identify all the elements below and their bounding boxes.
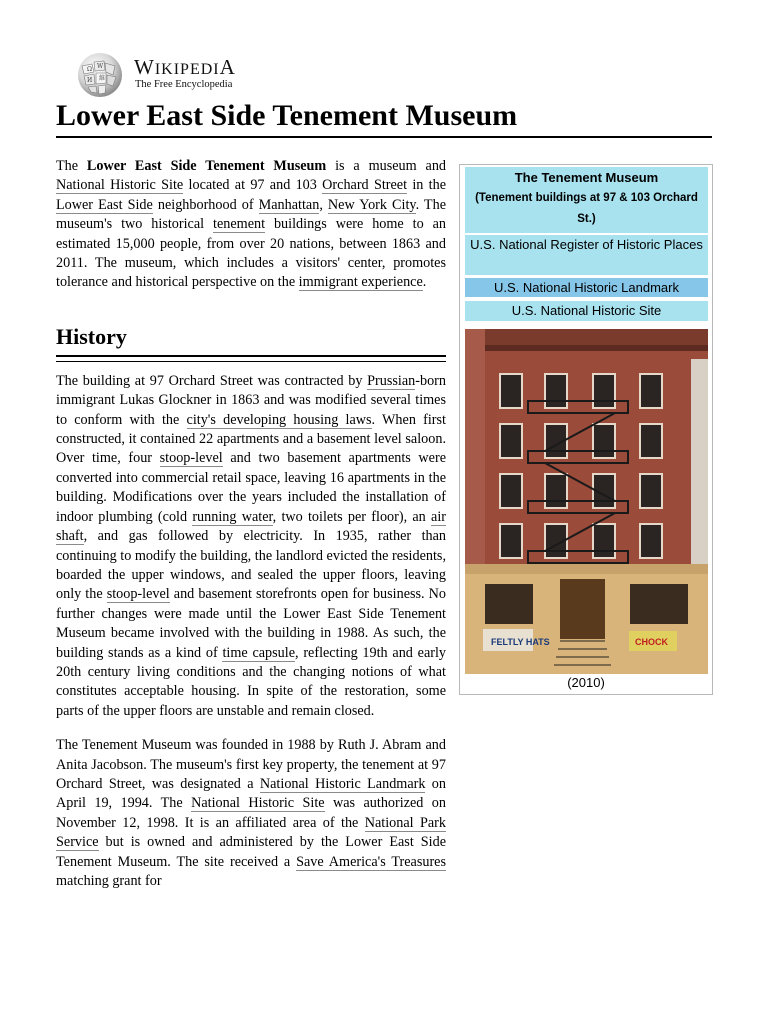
infobox-landmark-link[interactable]: U.S. National Historic Landmark xyxy=(465,278,708,297)
section-divider xyxy=(56,355,446,362)
wikipedia-logo[interactable] xyxy=(74,52,274,96)
infobox xyxy=(459,164,713,695)
history-paragraph-1: The building at 97 Orchard Street was contracted by Prussian-born immigrant Lukas Glockner in 1863 and was modified several times to conform with the city's developing housing laws. When first constructed, it contained 22 apartments and a basement level saloon. Over time, four stoop-level and two basement apartments were converted into commercial retail space, leaving 16 apartments in the building. Modifications over the years included the installation of indoor plumbing (cold running water, two toilets per floor), an air shaft, and gas followed by electricity. In 1935, rather than continuing to modify the building, the landlord evicted the residents, boarded the upper windows, and sealed the upper floors, leaving only the stoop-level and basement storefronts open for business. No further changes were made until the Lower East Side Tenement Museum became involved with the building in 1988. As such, the building stands as a kind of time capsule, reflecting 19th and early 20th century living conditions and the changing notions of what constitutes acceptable housing. In spite of the restoration, some parts of the upper floors are unstable and remain closed. xyxy=(56,372,447,719)
wiki-link[interactable]: New York City xyxy=(327,196,416,213)
wiki-link[interactable]: stoop-level xyxy=(159,450,223,467)
wiki-link[interactable]: air shaft xyxy=(56,508,446,545)
article-body xyxy=(56,157,446,906)
wiki-link[interactable]: National Historic Landmark xyxy=(259,775,426,792)
wiki-link[interactable]: National Historic Site xyxy=(56,177,184,194)
wiki-link[interactable]: city's developing housing laws xyxy=(186,411,372,428)
wiki-link[interactable]: National Park Service xyxy=(56,814,446,851)
photo-caption: (2010) xyxy=(567,675,605,690)
page-title: Lower East Side Tenement Museum xyxy=(56,99,518,132)
infobox-header xyxy=(465,167,708,233)
tenement-building-photo[interactable] xyxy=(465,329,708,674)
intro-paragraph: The Lower East Side Tenement Museum is a museum and National Historic Site located at 97 and 103 Orchard Street in the Lower East Side neighborhood of Manhattan, New York City. The museum's two historical tenement buildings were home to an estimated 15,000 people, from over 20 nations, between 1863 and 2011. The museum, which includes a visitors' center, promotes tolerance and historical perspective on the immigrant experience. xyxy=(56,158,447,291)
history-paragraph-2: The Tenement Museum was founded in 1988 by Ruth J. Abram and Anita Jacobson. The museum's first key property, the tenement at 97 Orchard Street, was designated a National Historic Landmark on April 19, 1994. The National Historic Site was authorized on November 12, 1998. It is an affiliated area of the National Park Service but is owned and administered by the Lower East Side Tenement Museum. The site received a Save America's Treasures matching grant for xyxy=(56,737,446,889)
svg-text:W: W xyxy=(97,63,104,70)
wikipedia-tagline: The Free Encyclopedia xyxy=(135,79,233,90)
wiki-link[interactable]: Orchard Street xyxy=(322,177,408,194)
wiki-link[interactable]: Prussian xyxy=(367,372,416,389)
photo-sign-right: CHOCK xyxy=(635,637,668,647)
wiki-link[interactable]: Lower East Side xyxy=(56,196,153,213)
infobox-title: The Tenement Museum xyxy=(514,170,659,185)
wiki-link[interactable]: Save America's Treasures xyxy=(296,853,446,870)
infobox-historic-site-link[interactable]: U.S. National Historic Site xyxy=(465,301,708,321)
wiki-link[interactable]: running water xyxy=(192,508,273,525)
wiki-link[interactable]: tenement xyxy=(213,216,266,233)
svg-text:Ω: Ω xyxy=(87,66,92,73)
wiki-link[interactable]: National Historic Site xyxy=(191,795,325,812)
wiki-link[interactable]: Manhattan xyxy=(258,196,320,213)
wiki-link[interactable]: stoop-level xyxy=(106,586,170,603)
wiki-link[interactable]: immigrant experience xyxy=(298,274,423,291)
svg-text:維: 維 xyxy=(99,75,106,82)
infobox-nrhp-link[interactable]: U.S. National Register of Historic Places xyxy=(465,235,708,275)
wikipedia-wordmark: WIKIPEDIA xyxy=(134,55,236,79)
photo-sign-left: FELTLY HATS xyxy=(491,637,550,647)
svg-text:И: И xyxy=(87,77,93,84)
section-heading-history: History xyxy=(56,323,127,349)
wiki-link[interactable]: time capsule xyxy=(222,644,296,661)
infobox-subtitle: (Tenement buildings at 97 & 103 Orchard St.) xyxy=(475,192,698,225)
title-divider xyxy=(56,136,712,138)
wikipedia-globe-icon xyxy=(74,52,126,98)
bold-term: Lower East Side Tenement Museum xyxy=(86,158,327,174)
